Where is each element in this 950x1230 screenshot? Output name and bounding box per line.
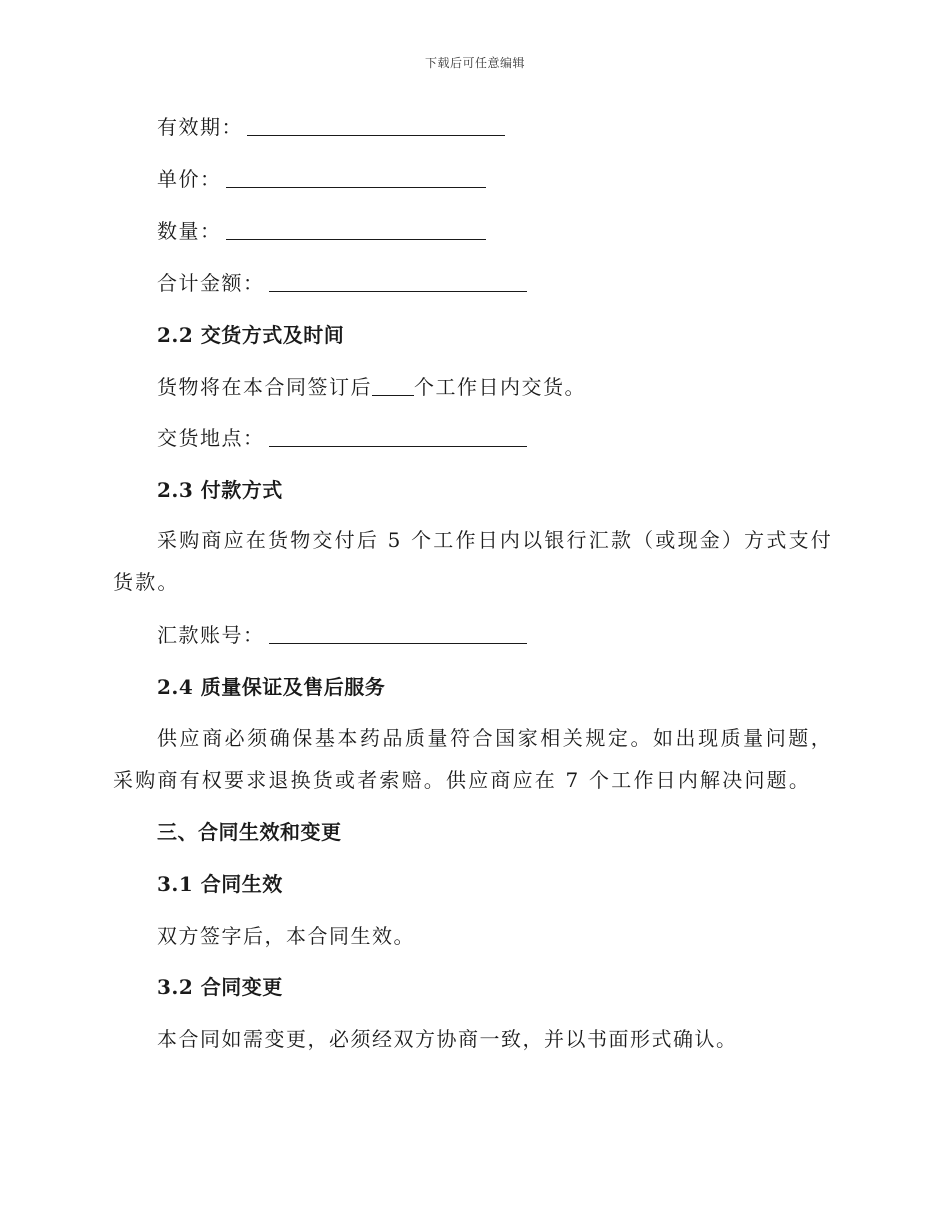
section-2-2-heading: 2.2 交货方式及时间 [157,323,345,347]
section-2-3-heading: 2.3 付款方式 [157,478,283,502]
total-amount-label: 合计金额： [157,271,265,295]
quantity-blank[interactable] [226,219,486,240]
delivery-time-after: 个工作日内交货。 [414,375,586,399]
section-3-2-heading: 3.2 合同变更 [157,975,283,999]
section-3-heading: 三、合同生效和变更 [157,820,342,844]
page-header-note: 下载后可任意编辑 [424,56,525,70]
validity-field [157,113,505,141]
remittance-account-blank[interactable] [269,623,527,644]
delivery-place-blank[interactable] [269,426,527,447]
quantity-field [157,217,486,245]
section-2-4-heading: 2.4 质量保证及售后服务 [157,675,386,699]
delivery-time-line [157,373,586,401]
payment-terms-paragraph: 采购商应在货物交付后 5 个工作日内以银行汇款（或现金）方式支付货款。 [113,528,833,594]
section-3-2-body: 本合同如需变更，必须经双方协商一致，并以书面形式确认。 [157,1027,738,1051]
section-3-1-body: 双方签字后，本合同生效。 [157,924,415,948]
total-amount-field [157,269,527,297]
unit-price-blank[interactable] [226,167,486,188]
unit-price-label: 单价： [157,167,222,191]
total-amount-blank[interactable] [269,271,527,292]
delivery-time-before: 货物将在本合同签订后 [157,375,372,399]
quantity-label: 数量： [157,219,222,243]
unit-price-field [157,165,486,193]
remittance-account-label: 汇款账号： [157,623,265,647]
delivery-place-field [157,424,527,452]
quality-assurance-paragraph: 供应商必须确保基本药品质量符合国家相关规定。如出现质量问题，采购商有权要求退换货或者索赔。供应商应在 7 个工作日内解决问题。 [113,726,833,792]
validity-label: 有效期： [157,115,243,139]
validity-blank[interactable] [247,115,505,136]
section-3-1-heading: 3.1 合同生效 [157,872,283,896]
delivery-place-label: 交货地点： [157,426,265,450]
delivery-days-blank[interactable] [372,375,414,396]
remittance-account-field [157,621,527,649]
